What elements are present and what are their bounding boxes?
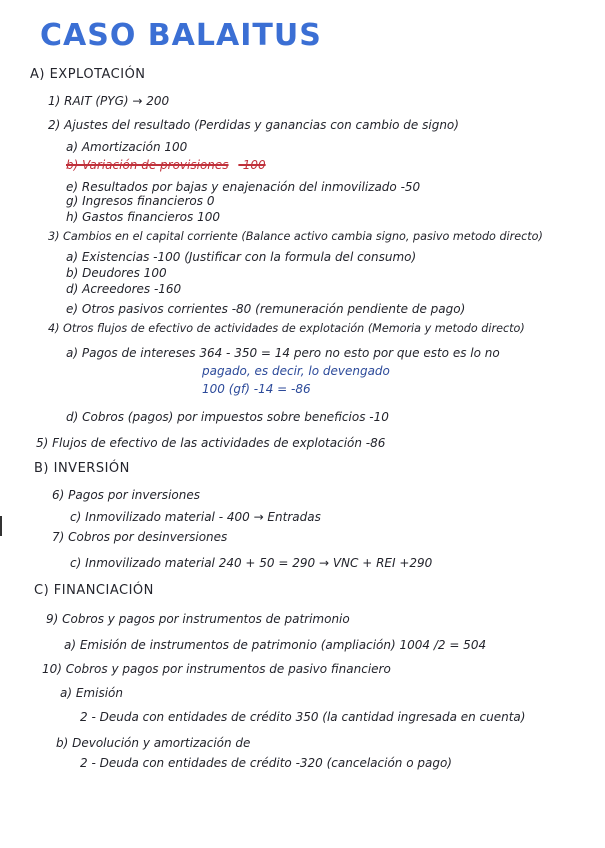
section-c-heading: C) FINANCIACIÓN bbox=[34, 583, 154, 598]
a-item-3: 3) Cambios en el capital corriente (Balance activo cambia signo, pasivo metodo directo) bbox=[48, 230, 543, 243]
c-item-9a: a) Emisión de instrumentos de patrimonio (ampliación) 1004 /2 = 504 bbox=[64, 638, 487, 652]
c-item-9: 9) Cobros y pagos por instrumentos de patrimonio bbox=[46, 612, 350, 626]
a-item-2e: e) Resultados por bajas y enajenación del inmovilizado -50 bbox=[66, 180, 421, 194]
a-item-4a-line3: 100 (gf) -14 = -86 bbox=[202, 382, 311, 396]
a-item-2g: g) Ingresos financieros 0 bbox=[66, 194, 215, 208]
a-item-3e: e) Otros pasivos corrientes -80 (remuneración pendiente de pago) bbox=[66, 302, 466, 316]
a-item-4: 4) Otros flujos de efectivo de actividades de explotación (Memoria y metodo directo) bbox=[48, 322, 525, 335]
margin-tick bbox=[0, 516, 2, 536]
a-item-3a: a) Existencias -100 (Justificar con la formula del consumo) bbox=[66, 250, 417, 264]
c-item-10a: a) Emisión bbox=[60, 686, 123, 700]
b-item-6: 6) Pagos por inversiones bbox=[52, 488, 200, 502]
a-item-2b-struck bbox=[66, 158, 266, 172]
b-item-7: 7) Cobros por desinversiones bbox=[52, 530, 228, 544]
b-item-6c: c) Inmovilizado material - 400 → Entradas bbox=[70, 510, 321, 524]
c-item-10: 10) Cobros y pagos por instrumentos de pasivo financiero bbox=[42, 662, 391, 676]
a-item-4a-line2: pagado, es decir, lo devengado bbox=[202, 364, 390, 378]
a-item-3d: d) Acreedores -160 bbox=[66, 282, 182, 296]
a-item-4a: a) Pagos de intereses 364 - 350 = 14 pero no esto por que esto es lo no bbox=[66, 346, 500, 360]
section-a-heading: A) EXPLOTACIÓN bbox=[30, 67, 146, 82]
section-b-heading: B) INVERSIÓN bbox=[34, 461, 130, 476]
c-item-10b: b) Devolución y amortización de bbox=[56, 736, 251, 750]
a-item-3b: b) Deudores 100 bbox=[66, 266, 167, 280]
struck-text: b) Variación de provisiones bbox=[66, 158, 229, 172]
a-item-2h: h) Gastos financieros 100 bbox=[66, 210, 220, 224]
c-item-10a2: 2 - Deuda con entidades de crédito 350 (la cantidad ingresada en cuenta) bbox=[80, 710, 526, 724]
b-item-7c: c) Inmovilizado material 240 + 50 = 290 → VNC + REI +290 bbox=[70, 556, 433, 570]
a-item-2a: a) Amortización 100 bbox=[66, 140, 188, 154]
page-title: CASO BALAITUS bbox=[40, 18, 322, 53]
a-item-4d: d) Cobros (pagos) por impuestos sobre beneficios -10 bbox=[66, 410, 389, 424]
a-item-5: 5) Flujos de efectivo de las actividades de explotación -86 bbox=[36, 436, 386, 450]
struck-value: -100 bbox=[238, 158, 266, 172]
a-item-1: 1) RAIT (PYG) → 200 bbox=[48, 94, 170, 108]
c-item-10b2: 2 - Deuda con entidades de crédito -320 (cancelación o pago) bbox=[80, 756, 452, 770]
a-item-2: 2) Ajustes del resultado (Perdidas y ganancias con cambio de signo) bbox=[48, 118, 459, 132]
